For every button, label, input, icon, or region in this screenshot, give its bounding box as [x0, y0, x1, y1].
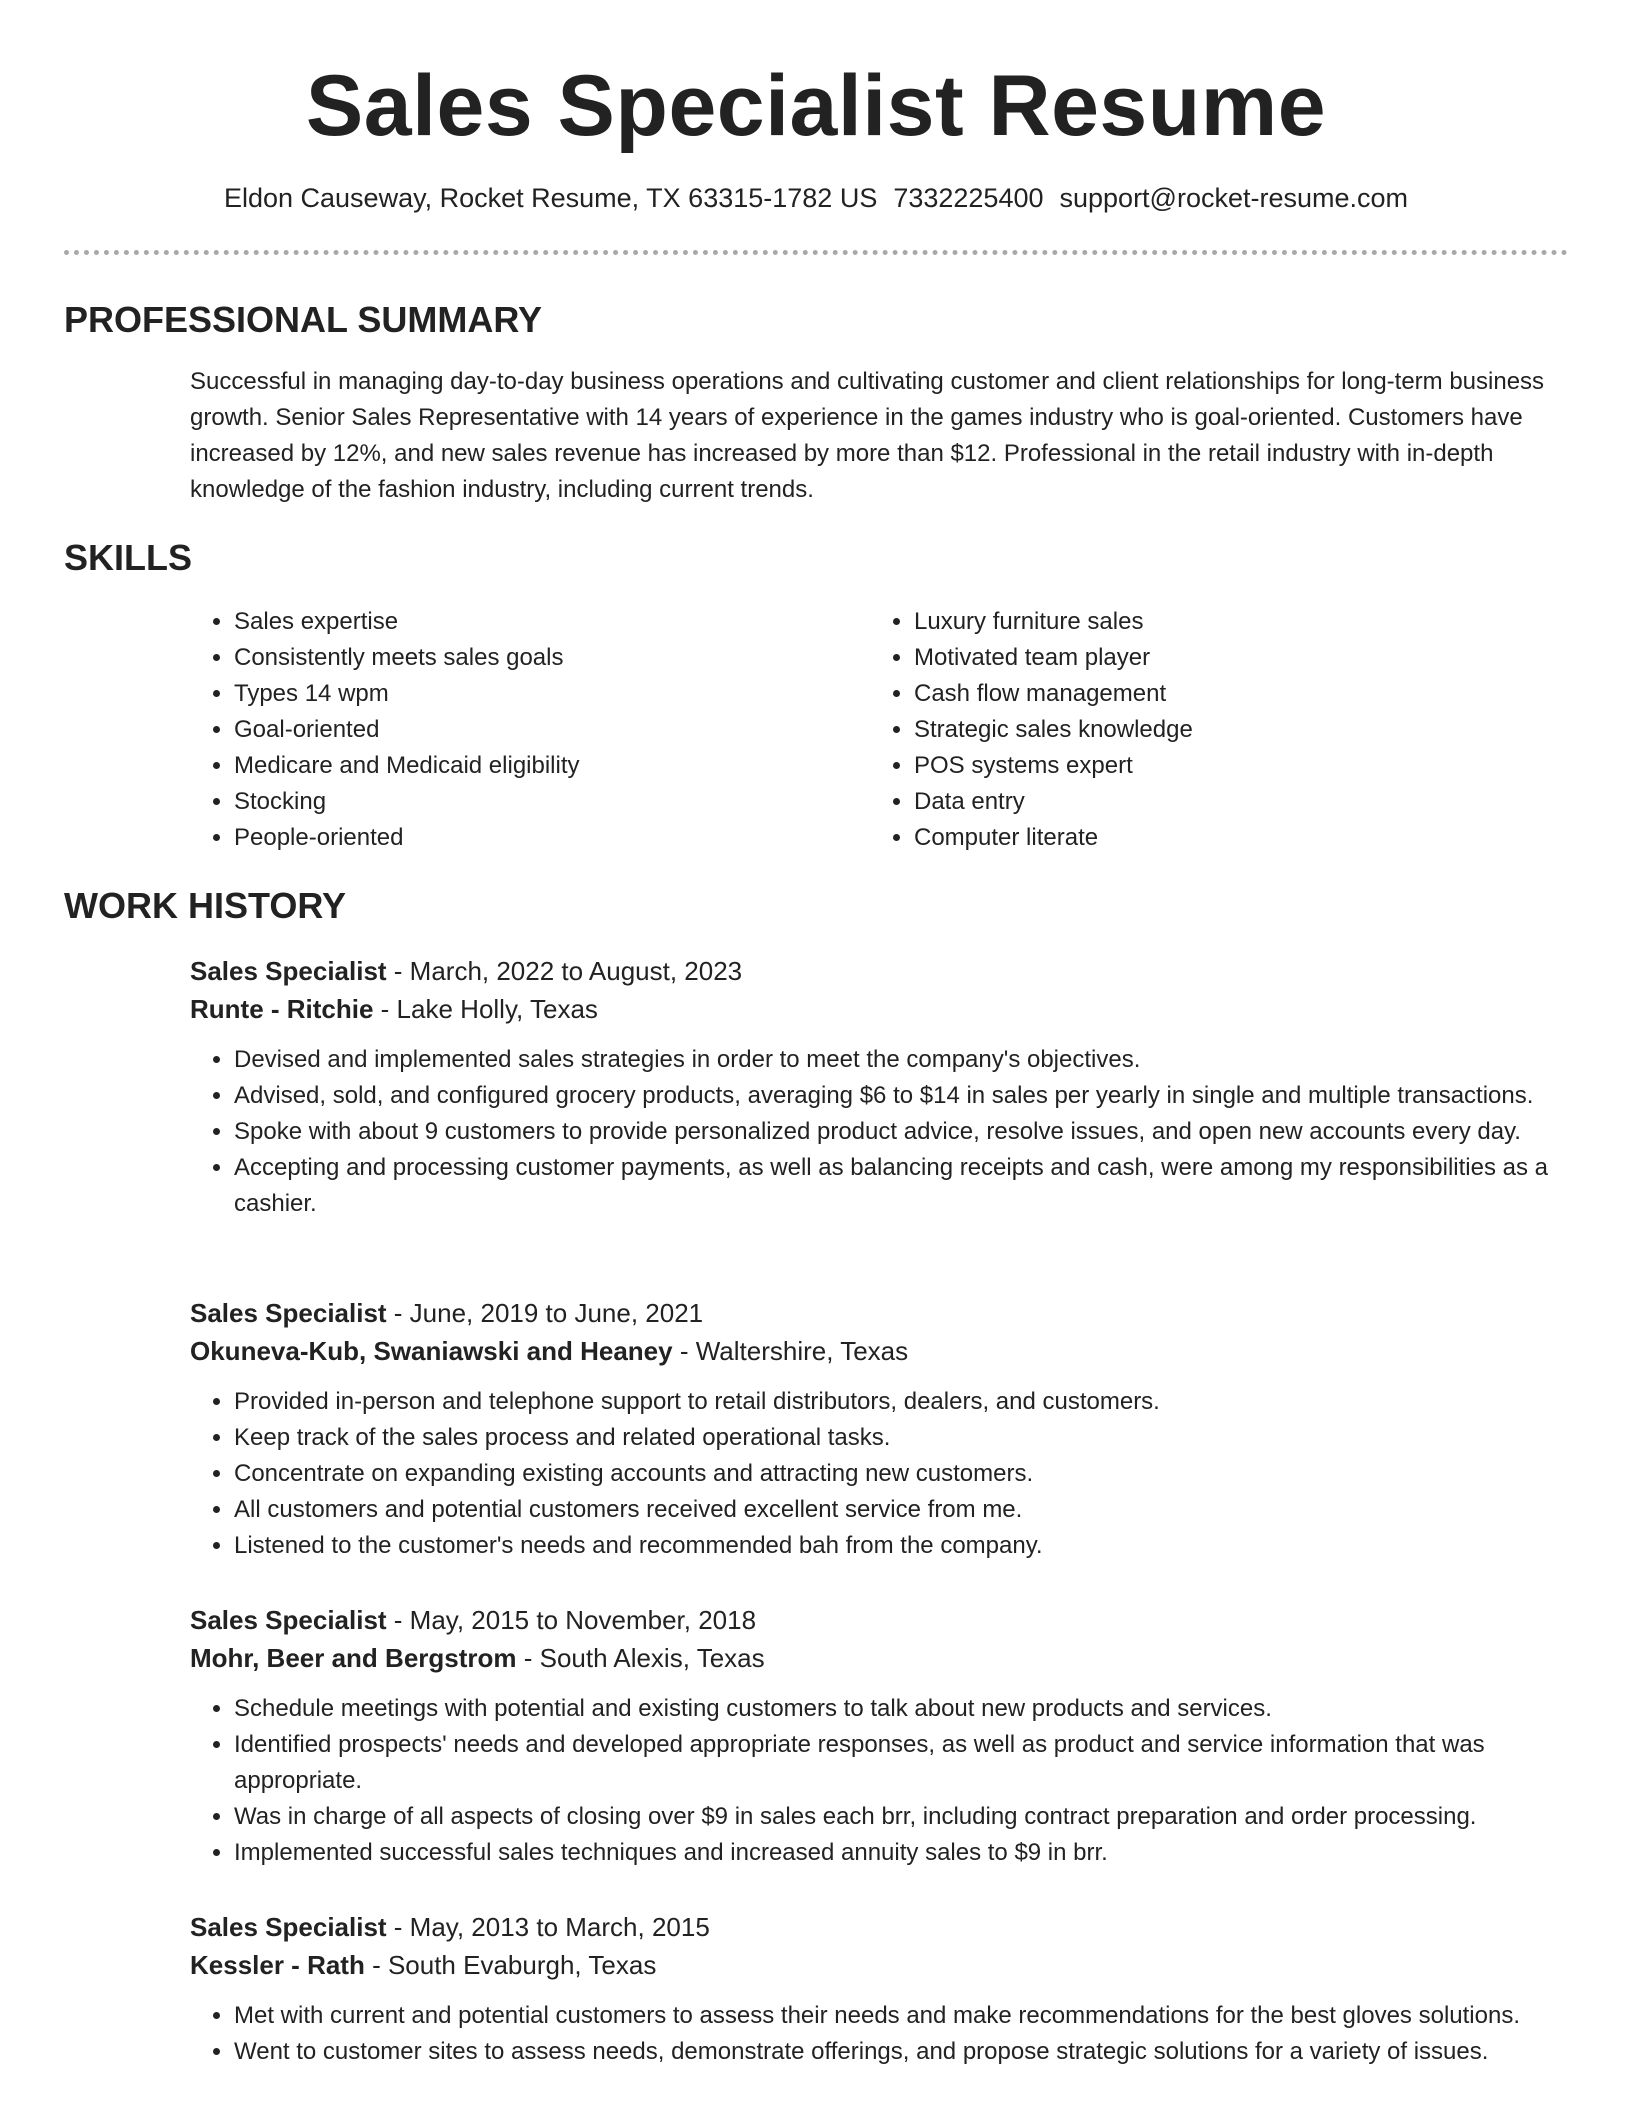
- job-duty: • Advised, sold, and configured grocery products, averaging $6 to $14 in sales per yearly in single and multiple transactions.: [234, 1078, 1570, 1114]
- skills-column-left: [190, 604, 830, 856]
- job-duty: • Was in charge of all aspects of closing over $9 in sales each brr, including contract preparation and order processing.: [234, 1799, 1570, 1835]
- skill-item: • Data entry: [914, 784, 1510, 820]
- skill-item: • Computer literate: [914, 820, 1510, 856]
- job-title: Sales Specialist: [190, 1298, 387, 1328]
- skill-item: • POS systems expert: [914, 748, 1510, 784]
- job-duty: • Accepting and processing customer payments, as well as balancing receipts and cash, were among my responsibilities as a cashier.: [234, 1150, 1570, 1222]
- job-duty: • Listened to the customer's needs and recommended bah from the company.: [234, 1528, 1570, 1564]
- job-company: Kessler - Rath: [190, 1950, 365, 1980]
- summary-heading: PROFESSIONAL SUMMARY: [64, 299, 543, 340]
- job-duty: • Implemented successful sales techniques and increased annuity sales to $9 in brr.: [234, 1835, 1570, 1871]
- job-company-line: [190, 990, 1570, 1028]
- work-history-heading: WORK HISTORY: [64, 885, 347, 926]
- skill-item: • Motivated team player: [914, 640, 1510, 676]
- job-dates: - June, 2019 to June, 2021: [386, 1298, 704, 1328]
- skills-heading: SKILLS: [64, 537, 193, 578]
- job-dates: - March, 2022 to August, 2023: [386, 956, 743, 986]
- job-entry: [190, 1601, 1570, 1871]
- job-title-line: [190, 1908, 1570, 1946]
- skill-item: • Consistently meets sales goals: [234, 640, 830, 676]
- skills-list-right: [870, 604, 1510, 856]
- job-duties: [190, 1998, 1570, 2070]
- job-duty: • Identified prospects' needs and developed appropriate responses, as well as product and service information that was appropriate.: [234, 1727, 1570, 1799]
- job-title: Sales Specialist: [190, 956, 387, 986]
- job-duties: [190, 1691, 1570, 1871]
- job-entry: [190, 1908, 1570, 2070]
- job-location: - South Alexis, Texas: [516, 1643, 765, 1673]
- skill-item: • Luxury furniture sales: [914, 604, 1510, 640]
- job-title-line: [190, 1294, 1570, 1332]
- job-duties: [190, 1384, 1570, 1564]
- job-company-line: [190, 1332, 1570, 1370]
- job-company: Okuneva-Kub, Swaniawski and Heaney: [190, 1336, 673, 1366]
- skill-item: • Medicare and Medicaid eligibility: [234, 748, 830, 784]
- header-divider: [64, 250, 1568, 255]
- job-entry: [190, 1294, 1570, 1564]
- skill-item: • Stocking: [234, 784, 830, 820]
- job-duties: [190, 1042, 1570, 1222]
- contact-address: Eldon Causeway, Rocket Resume, TX 63315-1782 US: [223, 183, 878, 213]
- job-duty: • All customers and potential customers received excellent service from me.: [234, 1492, 1570, 1528]
- job-company-line: [190, 1639, 1570, 1677]
- resume-title: Sales Specialist Resume: [305, 58, 1327, 154]
- job-duty: • Spoke with about 9 customers to provide personalized product advice, resolve issues, and open new accounts every day.: [234, 1114, 1570, 1150]
- job-dates: - May, 2015 to November, 2018: [386, 1605, 757, 1635]
- job-title: Sales Specialist: [190, 1912, 387, 1942]
- job-company: Runte - Ritchie: [190, 994, 374, 1024]
- job-title-line: [190, 1601, 1570, 1639]
- job-entry: [190, 952, 1570, 1222]
- job-company: Mohr, Beer and Bergstrom: [190, 1643, 517, 1673]
- summary-text: Successful in managing day-to-day business operations and cultivating customer and client relationships for long-term business growth. Senior Sales Representative with 14 years of experience in the games industry who is goal-oriented. Customers have increased by 12%, and new sales revenue has increased by more than $12. Professional in the retail industry with in-depth knowledge of the fashion industry, including current trends.: [190, 368, 1545, 503]
- skills-list-left: [190, 604, 830, 856]
- contact-phone: 7332225400: [893, 183, 1044, 213]
- skill-item: • Strategic sales knowledge: [914, 712, 1510, 748]
- skill-item: • Types 14 wpm: [234, 676, 830, 712]
- job-dates: - May, 2013 to March, 2015: [386, 1912, 710, 1942]
- job-location: - Lake Holly, Texas: [373, 994, 598, 1024]
- job-company-line: [190, 1946, 1570, 1984]
- job-duty: • Schedule meetings with potential and existing customers to talk about new products and services.: [234, 1691, 1570, 1727]
- job-duty: • Went to customer sites to assess needs, demonstrate offerings, and propose strategic solutions for a variety of issues.: [234, 2034, 1570, 2070]
- job-duty: • Met with current and potential customers to assess their needs and make recommendations for the best gloves solutions.: [234, 1998, 1570, 2034]
- job-duty: • Devised and implemented sales strategies in order to meet the company's objectives.: [234, 1042, 1570, 1078]
- skill-item: • Sales expertise: [234, 604, 830, 640]
- contact-email: support@rocket-resume.com: [1059, 183, 1409, 213]
- job-title: Sales Specialist: [190, 1605, 387, 1635]
- contact-line: [0, 180, 1632, 216]
- skill-item: • Goal-oriented: [234, 712, 830, 748]
- job-duty: • Keep track of the sales process and related operational tasks.: [234, 1420, 1570, 1456]
- skill-item: • Cash flow management: [914, 676, 1510, 712]
- job-duty: • Concentrate on expanding existing accounts and attracting new customers.: [234, 1456, 1570, 1492]
- job-duty: • Provided in-person and telephone support to retail distributors, dealers, and customers.: [234, 1384, 1570, 1420]
- skill-item: • People-oriented: [234, 820, 830, 856]
- skills-column-right: [870, 604, 1510, 856]
- job-location: - Waltershire, Texas: [672, 1336, 909, 1366]
- job-title-line: [190, 952, 1570, 990]
- job-location: - South Evaburgh, Texas: [364, 1950, 657, 1980]
